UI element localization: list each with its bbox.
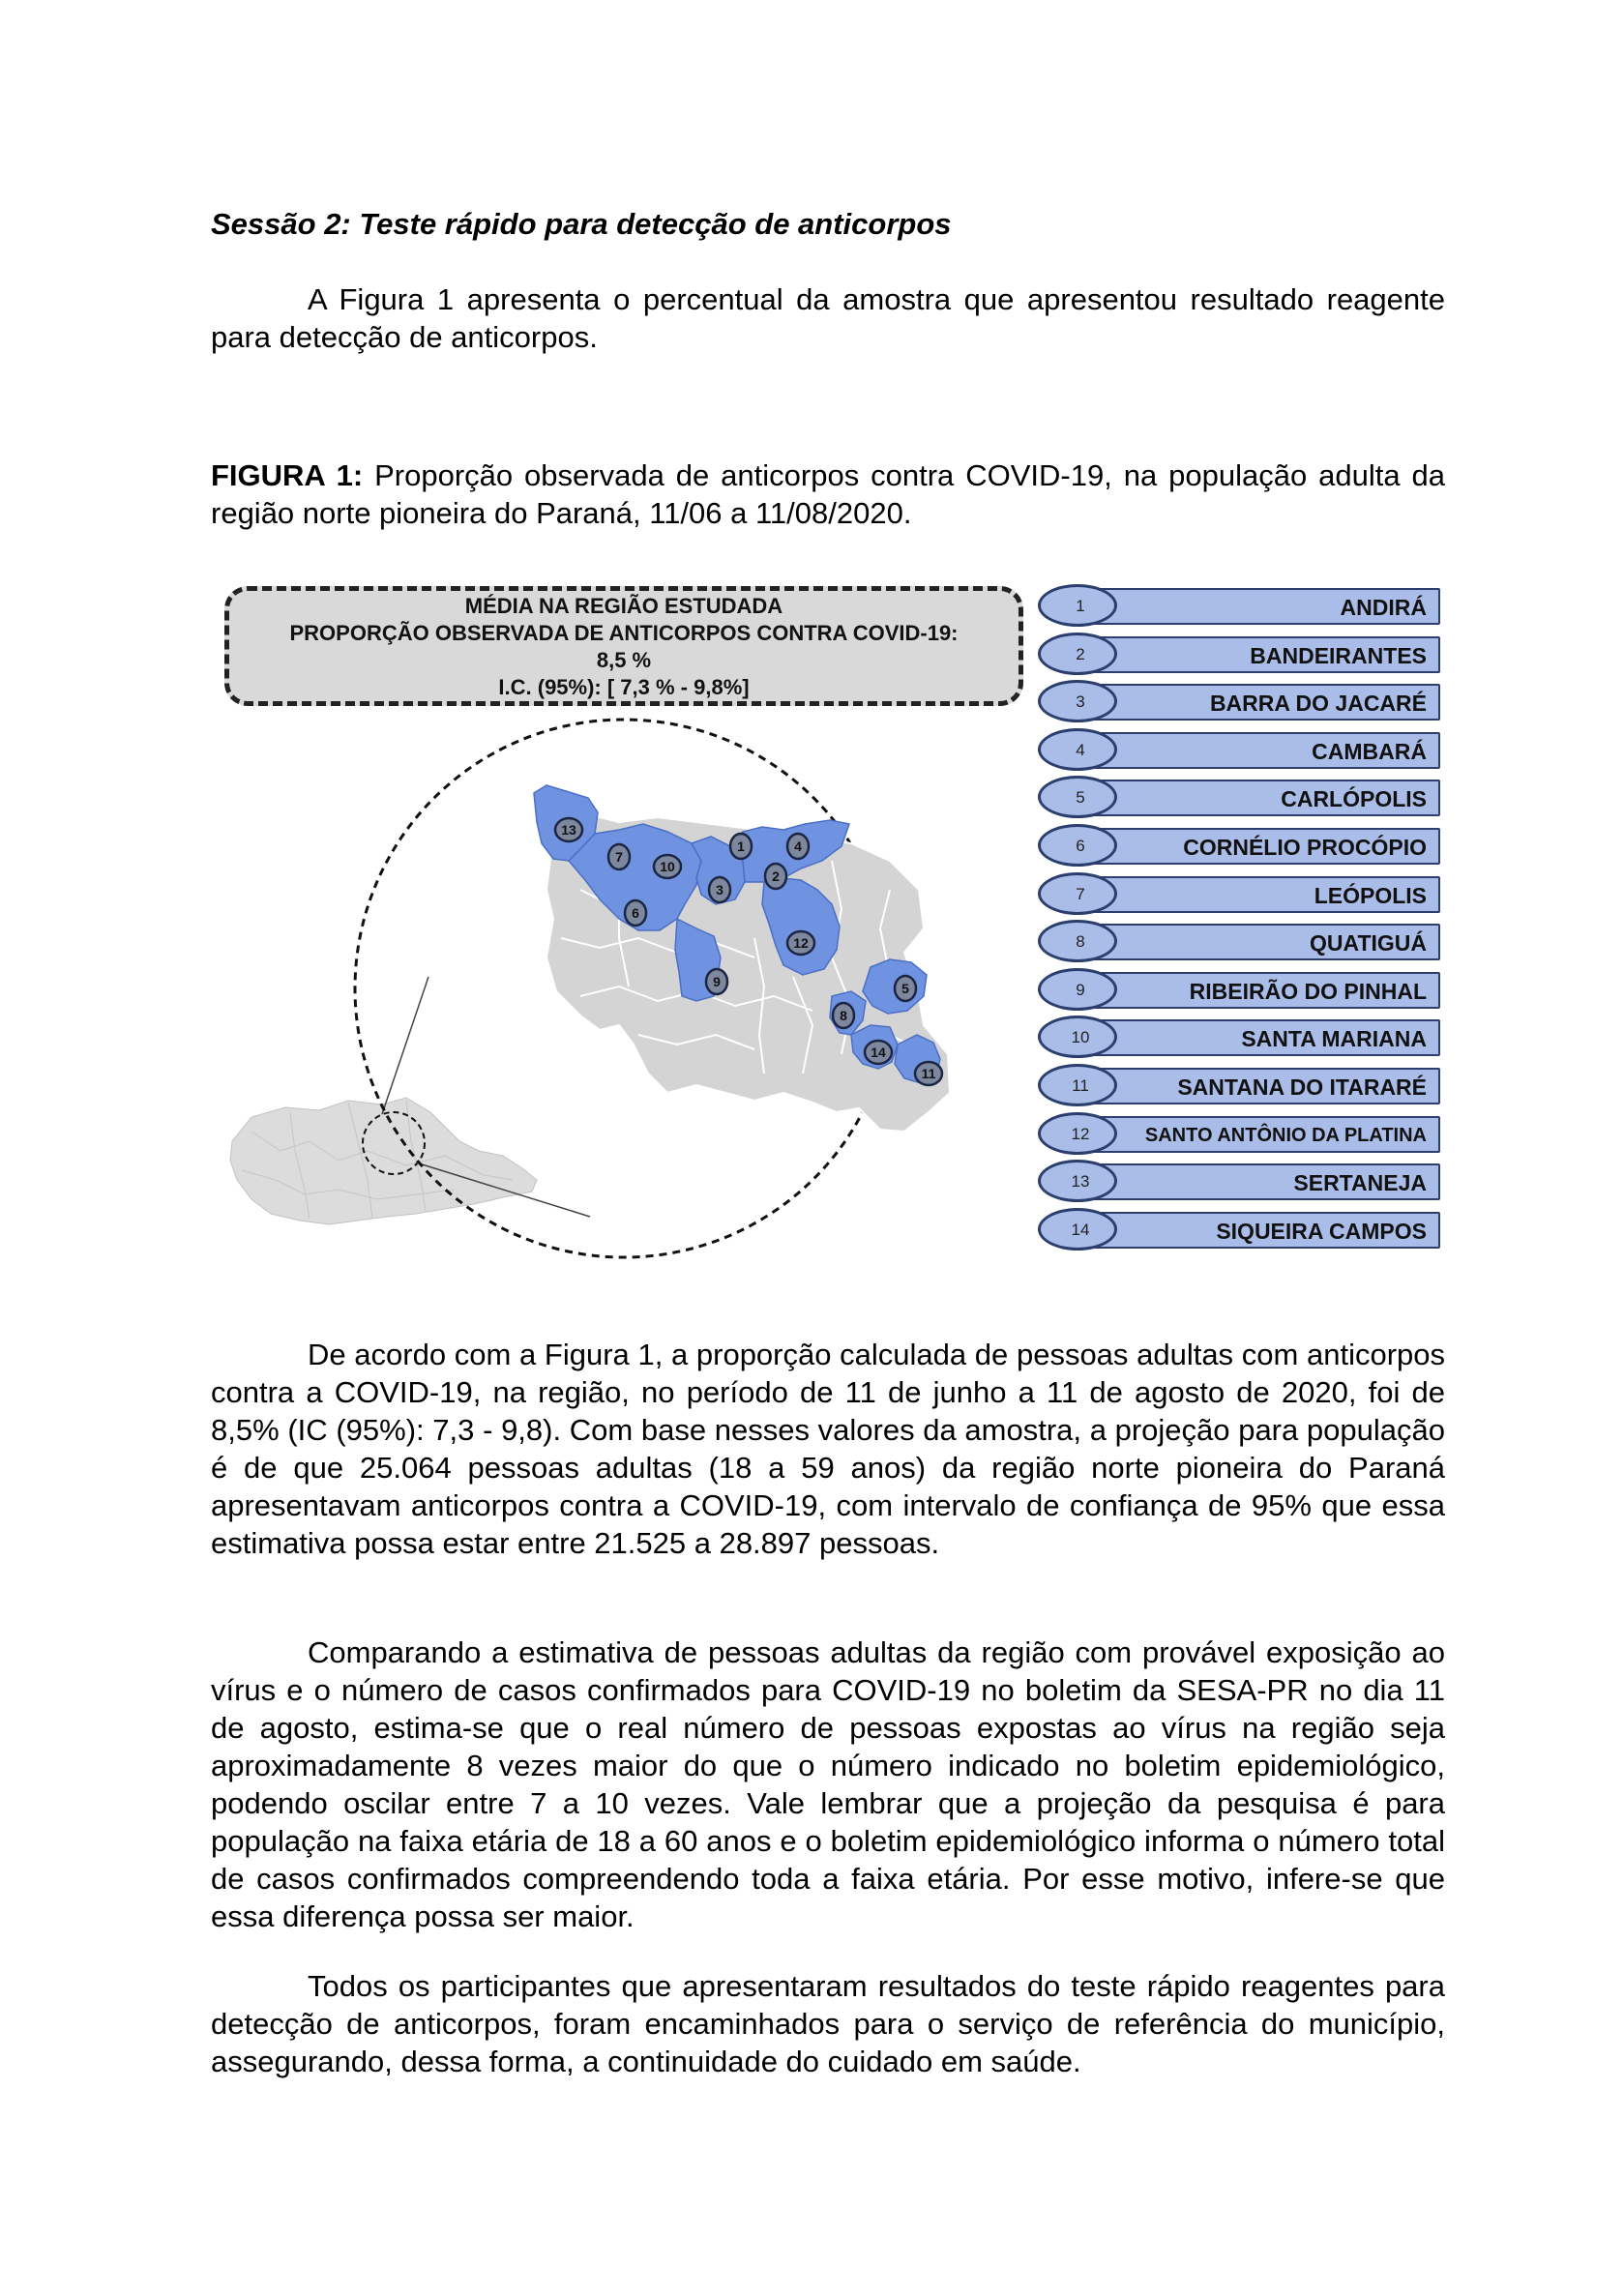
municipality-number-badge: [1038, 872, 1117, 915]
municipality-name: CAMBARÁ: [1312, 739, 1427, 764]
municipality-row: [1038, 776, 1444, 818]
marker-4: [787, 834, 809, 859]
municipality-bar: [1078, 828, 1440, 865]
comparison-paragraph-text: Comparando a estimativa de pessoas adultas da região com provável exposição ao vírus e o número de casos confirmados para COVID-19 no boletim da SESA-PR no dia 11 de agosto, estima-se que o real número de pessoas expostas ao vírus na região seja aproximadamente 8 vezes maior do que o número indicado no boletim epidemiológico, podendo oscilar entre 7 a 10 vezes. Vale lembrar que a projeção da pesquisa é para população na faixa etária de 18 a 60 anos e o boletim epidemiológico informa o número total de casos confirmados compreendendo toda a faixa etária. Por esse motivo, infere-se que essa diferença possa ser maior.: [211, 1635, 1445, 1933]
municipality-number: 7: [1076, 885, 1085, 903]
figure-caption: [211, 456, 1445, 532]
municipality-number: 8: [1076, 932, 1085, 951]
svg-text:10: 10: [660, 859, 675, 874]
municipality-bar: [1078, 1019, 1440, 1056]
marker-13: [555, 818, 582, 841]
marker-6: [625, 900, 646, 926]
marker-1: [730, 834, 752, 859]
municipality-name: QUATIGUÁ: [1310, 930, 1427, 956]
municipality-row: [1038, 1160, 1444, 1202]
municipality-name: SANTO ANTÔNIO DA PLATINA: [1144, 1125, 1427, 1146]
municipality-number-badge: [1038, 728, 1117, 771]
summary-box: [224, 586, 1023, 706]
summary-value: 8,5 %: [596, 648, 652, 672]
figure-1: [213, 571, 1470, 1267]
municipality-name: SANTA MARIANA: [1241, 1026, 1427, 1051]
municipality-row: [1038, 633, 1444, 675]
figure-caption-label: FIGURA 1:: [211, 458, 364, 492]
municipality-row: [1038, 1112, 1444, 1155]
municipality-number-badge: [1038, 920, 1117, 962]
municipality-number-badge: [1038, 1064, 1117, 1106]
municipality-number-badge: [1038, 776, 1117, 818]
municipality-number-badge: [1038, 1016, 1117, 1058]
municipality-bar: [1078, 588, 1440, 625]
municipality-name: CARLÓPOLIS: [1281, 786, 1427, 811]
municipality-row: [1038, 1208, 1444, 1251]
municipality-number: 11: [1072, 1076, 1089, 1095]
municipality-number: 9: [1076, 981, 1085, 999]
svg-text:11: 11: [921, 1066, 936, 1081]
municipality-number: 14: [1071, 1221, 1090, 1239]
municipality-bar: [1078, 1212, 1440, 1249]
comparison-paragraph: [211, 1634, 1445, 1935]
municipality-bar: [1078, 732, 1440, 769]
svg-text:5: 5: [901, 981, 909, 996]
referral-paragraph-text: Todos os participantes que apresentaram resultados do teste rápido reagentes para detecção de anticorpos, foram encaminhados para o serviço de referência do município, assegurando, dessa forma, a continuidade do cuidado em saúde.: [211, 1969, 1445, 2078]
municipality-bar: [1078, 1163, 1440, 1200]
municipality-number-badge: [1038, 680, 1117, 722]
municipality-number: 4: [1076, 741, 1085, 759]
svg-text:8: 8: [840, 1008, 847, 1023]
marker-5: [895, 976, 916, 1001]
municipality-row: [1038, 1064, 1444, 1106]
municipality-row: [1038, 824, 1444, 867]
municipality-number-badge: [1038, 633, 1117, 675]
municipality-number-badge: [1038, 584, 1117, 627]
municipality-row: [1038, 584, 1444, 627]
marker-7: [608, 844, 630, 869]
figure-caption-text: Proporção observada de anticorpos contra COVID-19, na população adulta da região norte pioneira do Paraná, 11/06 a 11/08/2020.: [211, 458, 1445, 530]
intro-paragraph-text: A Figura 1 apresenta o percentual da amostra que apresentou resultado reagente para detecção de anticorpos.: [211, 282, 1445, 354]
municipality-bar: [1078, 636, 1440, 673]
marker-2: [765, 864, 786, 889]
svg-text:13: 13: [561, 822, 576, 838]
svg-text:2: 2: [772, 868, 780, 884]
marker-10: [654, 855, 681, 878]
referral-paragraph: [211, 1967, 1445, 2080]
municipality-number-badge: [1038, 1208, 1117, 1251]
municipality-row: [1038, 680, 1444, 722]
municipality-number-badge: [1038, 968, 1117, 1011]
summary-subtitle: PROPORÇÃO OBSERVADA DE ANTICORPOS CONTRA COVID-19:: [289, 621, 959, 645]
svg-text:6: 6: [632, 905, 639, 921]
svg-text:4: 4: [794, 839, 802, 854]
municipality-bar: [1078, 1116, 1440, 1153]
municipality-name: SANTANA DO ITARARÉ: [1177, 1074, 1427, 1100]
municipality-number: 6: [1076, 837, 1085, 855]
summary-title: MÉDIA NA REGIÃO ESTUDADA: [464, 594, 783, 618]
municipality-name: CORNÉLIO PROCÓPIO: [1183, 835, 1427, 860]
municipality-number: 12: [1071, 1125, 1090, 1143]
municipality-name: LEÓPOLIS: [1314, 883, 1427, 908]
municipality-number-badge: [1038, 1112, 1117, 1155]
municipality-bar: [1078, 780, 1440, 816]
marker-11: [915, 1062, 942, 1085]
connector-line-top: [382, 977, 428, 1114]
municipality-bar: [1078, 924, 1440, 960]
municipality-name: SERTANEJA: [1293, 1170, 1427, 1195]
municipality-bar: [1078, 1068, 1440, 1104]
parana-state-map: [230, 1098, 537, 1224]
marker-12: [787, 931, 814, 955]
svg-text:12: 12: [793, 935, 809, 951]
municipality-name: BARRA DO JACARÉ: [1209, 691, 1427, 716]
municipality-number: 13: [1071, 1172, 1090, 1191]
results-paragraph-text: De acordo com a Figura 1, a proporção calculada de pessoas adultas com anticorpos contra a COVID-19, na região, no período de 11 de junho a 11 de agosto de 2020, foi de 8,5% (IC (95%): 7,3 - 9,8). Com base nesses valores da amostra, a projeção para população é de que 25.064 pessoas adultas (18 a 59 anos) da região norte pioneira do Paraná apresentavam anticorpos contra a COVID-19, com intervalo de confiança de 95% que essa estimativa possa estar entre 21.525 a 28.897 pessoas.: [211, 1338, 1445, 1560]
svg-text:14: 14: [871, 1045, 886, 1060]
municipality-number: 5: [1076, 788, 1085, 807]
svg-text:3: 3: [716, 882, 723, 898]
municipality-row: [1038, 968, 1444, 1011]
municipality-number: 3: [1076, 692, 1085, 711]
municipality-number-badge: [1038, 1160, 1117, 1202]
municipality-name: ANDIRÁ: [1340, 595, 1427, 620]
municipality-number-badge: [1038, 824, 1117, 867]
section-title: Sessão 2: Teste rápido para detecção de anticorpos: [211, 207, 952, 241]
municipality-name: BANDEIRANTES: [1250, 643, 1427, 668]
municipality-row: [1038, 1016, 1444, 1058]
municipality-name: SIQUEIRA CAMPOS: [1216, 1219, 1427, 1244]
municipality-row: [1038, 728, 1444, 771]
municipality-row: [1038, 920, 1444, 962]
summary-ci: I.C. (95%): [ 7,3 % - 9,8%]: [498, 675, 750, 699]
marker-14: [865, 1041, 892, 1064]
municipality-number: 1: [1076, 597, 1085, 615]
intro-paragraph: [211, 280, 1445, 356]
marker-9: [706, 969, 727, 994]
svg-text:7: 7: [615, 849, 623, 865]
svg-text:1: 1: [737, 839, 745, 854]
municipality-bar: [1078, 876, 1440, 913]
municipality-row: [1038, 872, 1444, 915]
municipality-name: RIBEIRÃO DO PINHAL: [1189, 979, 1427, 1004]
marker-8: [833, 1003, 854, 1028]
results-paragraph: [211, 1336, 1445, 1562]
municipality-number: 10: [1071, 1028, 1090, 1046]
marker-3: [709, 877, 730, 902]
municipality-bar: [1078, 684, 1440, 721]
svg-text:9: 9: [713, 974, 721, 989]
municipality-bar: [1078, 972, 1440, 1009]
municipality-number: 2: [1076, 645, 1085, 663]
